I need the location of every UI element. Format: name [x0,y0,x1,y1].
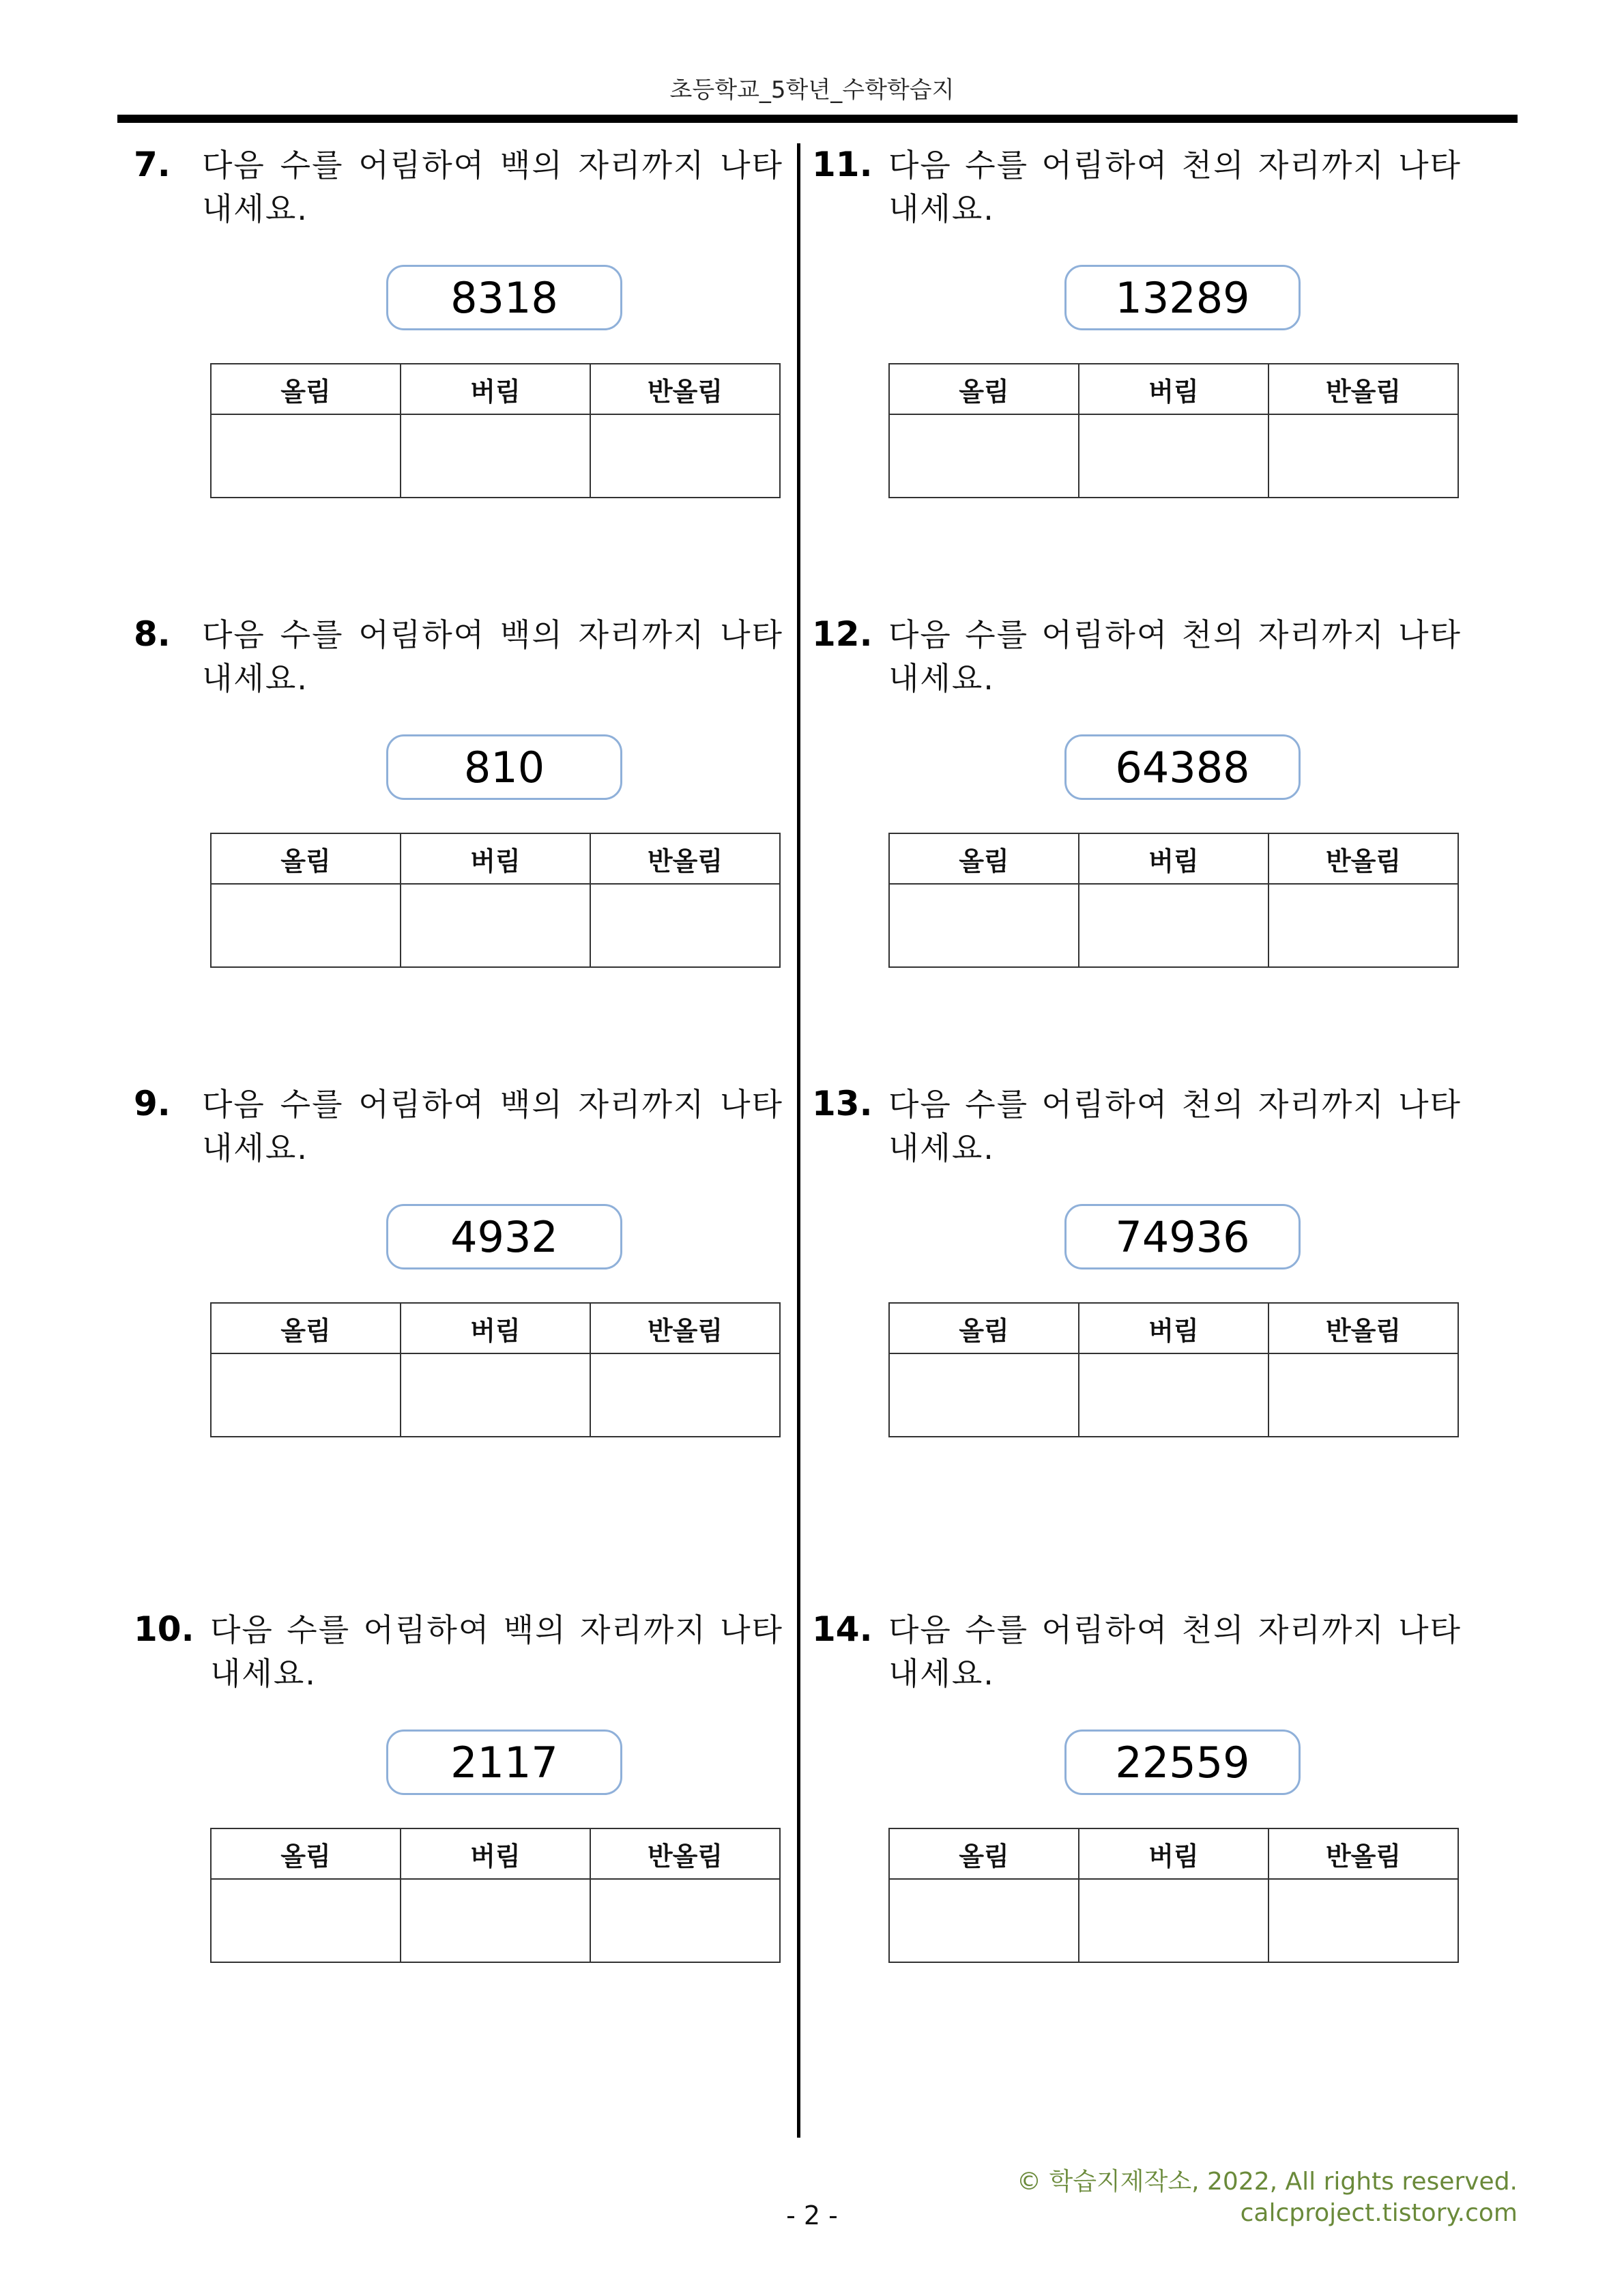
problem-number: 12. [812,614,873,654]
header-round-down: 버림 [401,1828,590,1879]
answer-table [888,1828,1459,1963]
answer-cell-round-down[interactable] [401,1353,590,1437]
answer-table [210,363,781,498]
answer-cell-round-down[interactable] [401,884,590,967]
answer-table [888,1302,1459,1437]
page-number: - 2 - [786,2200,838,2230]
problem-number: 8. [134,614,171,654]
problem-14 [812,1608,1494,1990]
problem-number: 7. [134,145,171,184]
header-round-up: 올림 [211,1828,401,1879]
header-round-off: 반올림 [1268,1303,1458,1353]
header-round-up: 올림 [889,1828,1079,1879]
given-number-box: 64388 [1064,734,1301,800]
header-round-down: 버림 [401,1303,590,1353]
given-number-box: 810 [386,734,622,800]
header-round-off: 반올림 [1268,1828,1458,1879]
worksheet-title: 초등학교_5학년_수학학습지 [669,76,955,104]
header-round-down: 버림 [1079,1828,1268,1879]
answer-cell-round-up[interactable] [889,1353,1079,1437]
header-round-down: 버림 [401,833,590,884]
answer-cell-round-down[interactable] [401,1879,590,1962]
header-round-up: 올림 [889,833,1079,884]
header-round-off: 반올림 [1268,364,1458,414]
answer-table [210,1828,781,1963]
answer-cell-round-down[interactable] [1079,884,1268,967]
answer-cell-round-down[interactable] [401,414,590,498]
answer-cell-round-down[interactable] [1079,1879,1268,1962]
answer-cell-round-up[interactable] [889,884,1079,967]
problem-11 [812,143,1494,526]
problem-number: 13. [812,1084,873,1123]
answer-cell-round-off[interactable] [1268,414,1458,498]
header-round-up: 올림 [211,364,401,414]
answer-table [210,1302,781,1437]
answer-cell-round-down[interactable] [1079,414,1268,498]
answer-cell-round-off[interactable] [590,1879,780,1962]
site-url: calcproject.tistory.com [1240,2199,1518,2227]
problem-12 [812,613,1494,995]
answer-table [888,363,1459,498]
problem-8 [134,613,816,995]
header-round-up: 올림 [211,1303,401,1353]
problem-9 [134,1082,816,1465]
problem-number: 10. [134,1609,194,1649]
header-rule [117,115,1518,123]
header-round-off: 반올림 [1268,833,1458,884]
problem-text: 다음 수를 어림하여 백의 자리까지 나타내세요. [202,147,783,227]
given-number-box: 22559 [1064,1730,1301,1795]
header-round-off: 반올림 [590,1828,780,1879]
given-number-box: 8318 [386,265,622,330]
problem-7 [134,143,816,526]
given-number-box: 74936 [1064,1204,1301,1269]
problem-text: 다음 수를 어림하여 백의 자리까지 나타내세요. [210,1611,783,1692]
answer-cell-round-up[interactable] [211,1879,401,1962]
answer-cell-round-off[interactable] [590,414,780,498]
header-round-down: 버림 [401,364,590,414]
answer-cell-round-off[interactable] [1268,884,1458,967]
answer-table [888,833,1459,968]
given-number-box: 4932 [386,1204,622,1269]
header-round-up: 올림 [889,1303,1079,1353]
answer-cell-round-down[interactable] [1079,1353,1268,1437]
problem-text: 다음 수를 어림하여 천의 자리까지 나타내세요. [888,1611,1462,1692]
problem-text: 다음 수를 어림하여 백의 자리까지 나타내세요. [202,616,783,697]
copyright-notice: © 학습지제작소, 2022, All rights reserved. [1017,2168,1518,2196]
problem-number: 9. [134,1084,171,1123]
header-round-off: 반올림 [590,833,780,884]
problem-13 [812,1082,1494,1465]
answer-cell-round-off[interactable] [1268,1353,1458,1437]
header-round-up: 올림 [889,364,1079,414]
header-round-down: 버림 [1079,1303,1268,1353]
problem-10 [134,1608,816,1990]
problem-number: 11. [812,145,873,184]
header-round-up: 올림 [211,833,401,884]
problem-text: 다음 수를 어림하여 천의 자리까지 나타내세요. [888,616,1462,697]
header-round-down: 버림 [1079,833,1268,884]
answer-table [210,833,781,968]
problem-text: 다음 수를 어림하여 천의 자리까지 나타내세요. [888,1086,1462,1166]
given-number-box: 2117 [386,1730,622,1795]
problem-text: 다음 수를 어림하여 백의 자리까지 나타내세요. [202,1086,783,1166]
header-round-off: 반올림 [590,1303,780,1353]
answer-cell-round-up[interactable] [211,884,401,967]
header-round-off: 반올림 [590,364,780,414]
answer-cell-round-up[interactable] [889,1879,1079,1962]
answer-cell-round-off[interactable] [590,884,780,967]
problem-number: 14. [812,1609,873,1649]
answer-cell-round-up[interactable] [211,1353,401,1437]
answer-cell-round-off[interactable] [1268,1879,1458,1962]
problem-text: 다음 수를 어림하여 천의 자리까지 나타내세요. [888,147,1462,227]
given-number-box: 13289 [1064,265,1301,330]
answer-cell-round-up[interactable] [889,414,1079,498]
answer-cell-round-off[interactable] [590,1353,780,1437]
header-round-down: 버림 [1079,364,1268,414]
answer-cell-round-up[interactable] [211,414,401,498]
